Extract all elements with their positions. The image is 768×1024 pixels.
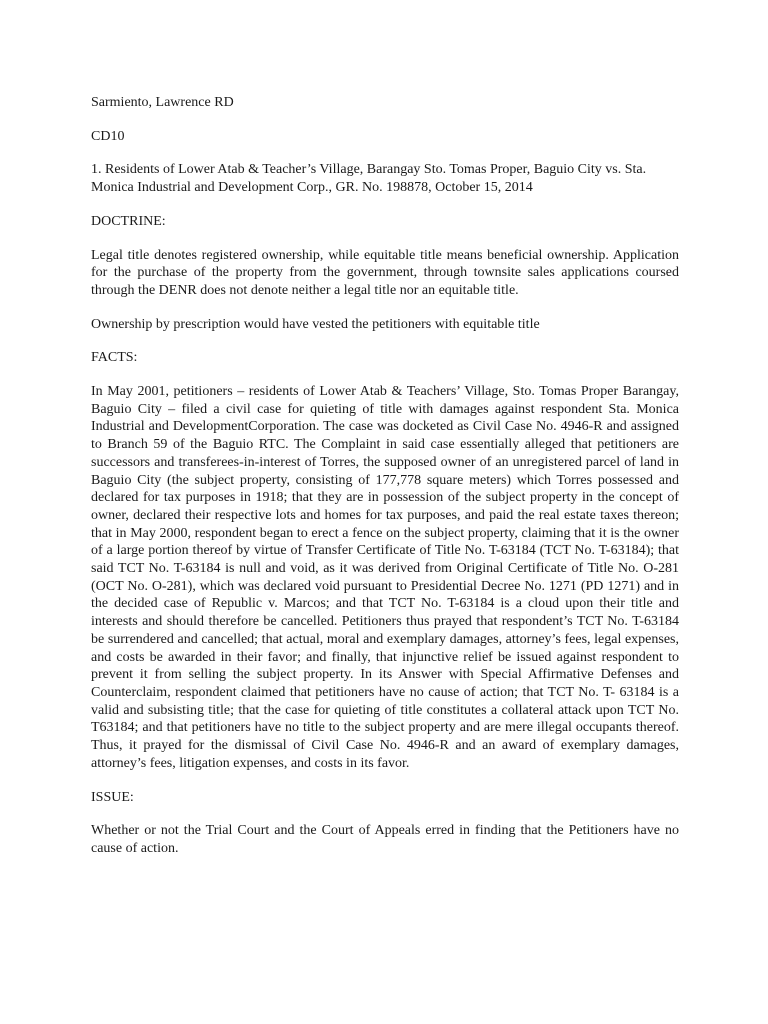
doctrine-text: Legal title denotes registered ownership, while equitable title means beneficial ownership. Application for the purchase of the property from the government, through townsite sales applications coursed through the DENR does not denote neither a legal title nor an equitable title. — [91, 247, 679, 298]
facts-text: In May 2001, petitioners – residents of Lower Atab & Teachers’ Village, Sto. Tomas Proper Barangay, Baguio City – filed a civil case for quieting of title with damages against respondent Sta. Monica Industrial and DevelopmentCorporation. The case was docketed as Civil Case No. 4946-R and assigned to Branch 59 of the Baguio RTC. The Complaint in said case essentially alleged that petitioners are successors and transferees-in-interest of Torres, the supposed owner of an unregistered parcel of land in Baguio City (the subject property, consisting of 177,778 square meters) which Torres possessed and declared for tax purposes in 1918; that they are in possession of the subject property in the concept of owner, declared their respective lots and homes for tax purposes, and paid the real estate taxes thereon; that in May 2000, respondent began to erect a fence on the subject property, claiming that it is the owner of a large portion thereof by virtue of Transfer Certificate of Title No. T-63184 (TCT No. T-63184); that said TCT No. T-63184 is null and void, as it was derived from Original Certificate of Title No. O-281 (OCT No. O-281), which was declared void pursuant to Presidential Decree No. 1271 (PD 1271) and in the decided case of Republic v. Marcos; and that TCT No. T-63184 is a cloud upon their title and interests and should therefore be cancelled. Petitioners thus prayed that respondent’s TCT No. T-63184 be surrendered and cancelled; that actual, moral and exemplary damages, attorney’s fees, legal expenses, and costs be awarded in their favor; and finally, that injunctive relief be issued against respondent to prevent it from selling the subject property. In its Answer with Special Affirmative Defenses and Counterclaim, respondent claimed that petitioners have no cause of action; that TCT No. T- 63184 is a valid and subsisting title; that the case for quieting of title constitutes a collateral attack upon TCT No. T63184; and that petitioners have no title to the subject property and are mere illegal occupants thereof. Thus, it prayed for the dismissal of Civil Case No. 4946-R and an award of exemplary damages, attorney’s fees, litigation expenses, and costs in its favor. — [91, 384, 679, 771]
facts-heading: FACTS: — [91, 350, 138, 366]
author-name: Sarmiento, Lawrence RD — [91, 95, 234, 110]
issue-heading: ISSUE: — [91, 789, 134, 805]
issue-text: Whether or not the Trial Court and the Court of Appeals erred in finding that the Petitioners have no cause of action. — [91, 823, 679, 856]
document-page — [91, 84, 679, 874]
doctrine-heading: DOCTRINE: — [91, 213, 166, 229]
case-title: 1. Residents of Lower Atab & Teacher’s Village, Barangay Sto. Tomas Proper, Baguio City vs. Sta. Monica Industrial and Development Corp., GR. No. 198878, October 15, 2014 — [91, 162, 647, 196]
section-code: CD10 — [91, 128, 125, 144]
doctrine-text-2: Ownership by prescription would have vested the petitioners with equitable title — [91, 316, 540, 332]
